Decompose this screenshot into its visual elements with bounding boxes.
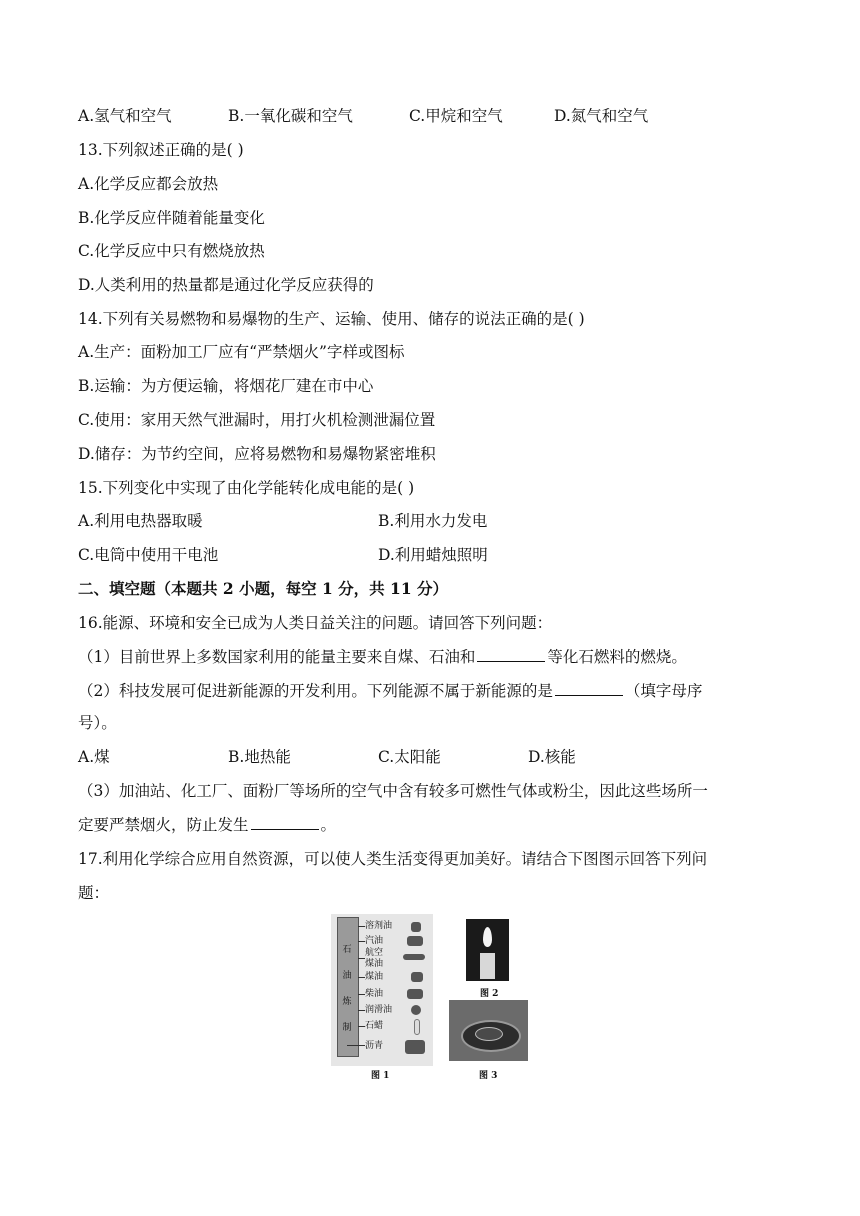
q12-option-d: D.氮气和空气 xyxy=(554,107,649,125)
refining-column xyxy=(337,917,359,1057)
product-label: 溶剂油 xyxy=(365,921,393,931)
q16-part3-cont xyxy=(78,814,336,836)
figure-candle-photo xyxy=(466,919,509,981)
stove-icon xyxy=(411,972,423,982)
q15-option-a: A.利用电热器取暖 xyxy=(78,512,203,530)
q16-part2 xyxy=(78,680,702,702)
q16-part1-text: （1）目前世界上多数国家利用的能量主要来自煤、石油和 xyxy=(78,648,476,666)
column-label-char: 油 xyxy=(342,971,352,981)
figure2-caption: 图 2 xyxy=(480,989,499,999)
figure-petroleum-refining xyxy=(331,914,433,1081)
column-label-char: 石 xyxy=(342,945,352,955)
flame-icon xyxy=(483,927,492,947)
q16-option-c: C.太阳能 xyxy=(378,748,441,766)
product-label: 石蜡 xyxy=(365,1021,384,1031)
answer-blank[interactable] xyxy=(251,814,319,830)
figure-gas-stove-photo xyxy=(449,1000,528,1061)
road-roller-icon xyxy=(405,1040,425,1054)
q17-stem: 17.利用化学综合应用自然资源，可以使人类生活变得更加美好。请结合下图图示回答下列问 xyxy=(78,850,708,868)
q14-option-b: B.运输：为方便运输，将烟花厂建在市中心 xyxy=(78,377,374,395)
q17-stem-cont: 题： xyxy=(78,884,110,902)
q16-part3-text: 定要严禁烟火，防止发生 xyxy=(78,816,249,834)
figure1-caption: 图 1 xyxy=(371,1071,390,1081)
q13-option-b: B.化学反应伴随着能量变化 xyxy=(78,209,265,227)
product-label: 煤油 xyxy=(365,972,384,982)
q16-option-b: B.地热能 xyxy=(228,748,291,766)
q13-stem: 13.下列叙述正确的是( ) xyxy=(78,141,244,159)
product-label: 柴油 xyxy=(365,989,384,999)
product-label: 汽油 xyxy=(365,936,384,946)
q15-option-b: B.利用水力发电 xyxy=(378,512,488,530)
tractor-icon xyxy=(407,989,423,999)
airplane-icon xyxy=(403,954,425,960)
column-label-char: 炼 xyxy=(342,997,352,1007)
q12-option-a: A.氢气和空气 xyxy=(78,107,172,125)
candle-icon xyxy=(414,1019,420,1035)
q13-option-c: C.化学反应中只有燃烧放热 xyxy=(78,242,265,260)
q16-part2-text: （2）科技发展可促进新能源的开发利用。下列能源不属于新能源的是 xyxy=(78,682,553,700)
barrel-icon xyxy=(411,922,421,932)
q13-option-a: A.化学反应都会放热 xyxy=(78,175,219,193)
product-label: 煤油 xyxy=(365,959,384,969)
q16-option-a: A.煤 xyxy=(78,748,110,766)
q14-option-a: A.生产：面粉加工厂应有“严禁烟火”字样或图标 xyxy=(78,343,405,361)
gear-icon xyxy=(411,1005,421,1015)
product-label: 航空 xyxy=(365,948,384,958)
q15-stem: 15.下列变化中实现了由化学能转化成电能的是( ) xyxy=(78,479,415,497)
q15-option-c: C.电筒中使用干电池 xyxy=(78,546,219,564)
q16-option-d: D.核能 xyxy=(528,748,576,766)
column-label-char: 制 xyxy=(342,1023,352,1033)
q14-option-c: C.使用：家用天然气泄漏时，用打火机检测泄漏位置 xyxy=(78,411,436,429)
q15-option-d: D.利用蜡烛照明 xyxy=(378,546,488,564)
product-label: 润滑油 xyxy=(365,1005,393,1015)
car-icon xyxy=(407,936,423,946)
q14-option-d: D.储存：为节约空间，应将易燃物和易爆物紧密堆积 xyxy=(78,445,436,463)
q16-part3-tail: 。 xyxy=(320,816,337,834)
product-label: 沥青 xyxy=(365,1041,384,1051)
section-heading: 二、填空题（本题共 2 小题，每空 1 分，共 11 分） xyxy=(78,579,449,598)
q16-part1-tail: 等化石燃料的燃烧。 xyxy=(547,648,687,666)
q16-part2-cont: 号）。 xyxy=(78,714,117,732)
answer-blank[interactable] xyxy=(477,646,545,662)
q14-stem: 14.下列有关易燃物和易爆物的生产、运输、使用、储存的说法正确的是( ) xyxy=(78,310,585,328)
figure3-caption: 图 3 xyxy=(479,1071,498,1081)
q13-option-d: D.人类利用的热量都是通过化学反应获得的 xyxy=(78,276,374,294)
candle-icon xyxy=(480,953,495,979)
q12-option-b: B.一氧化碳和空气 xyxy=(228,107,353,125)
q16-part3: （3）加油站、化工厂、面粉厂等场所的空气中含有较多可燃性气体或粉尘，因此这些场所一 xyxy=(78,782,708,800)
answer-blank[interactable] xyxy=(555,680,623,696)
q16-stem: 16.能源、环境和安全已成为人类日益关注的问题。请回答下列问题： xyxy=(78,614,553,632)
q12-option-c: C.甲烷和空气 xyxy=(409,107,503,125)
q16-part1 xyxy=(78,646,687,668)
q16-part2-tail: （填字母序 xyxy=(624,682,703,700)
